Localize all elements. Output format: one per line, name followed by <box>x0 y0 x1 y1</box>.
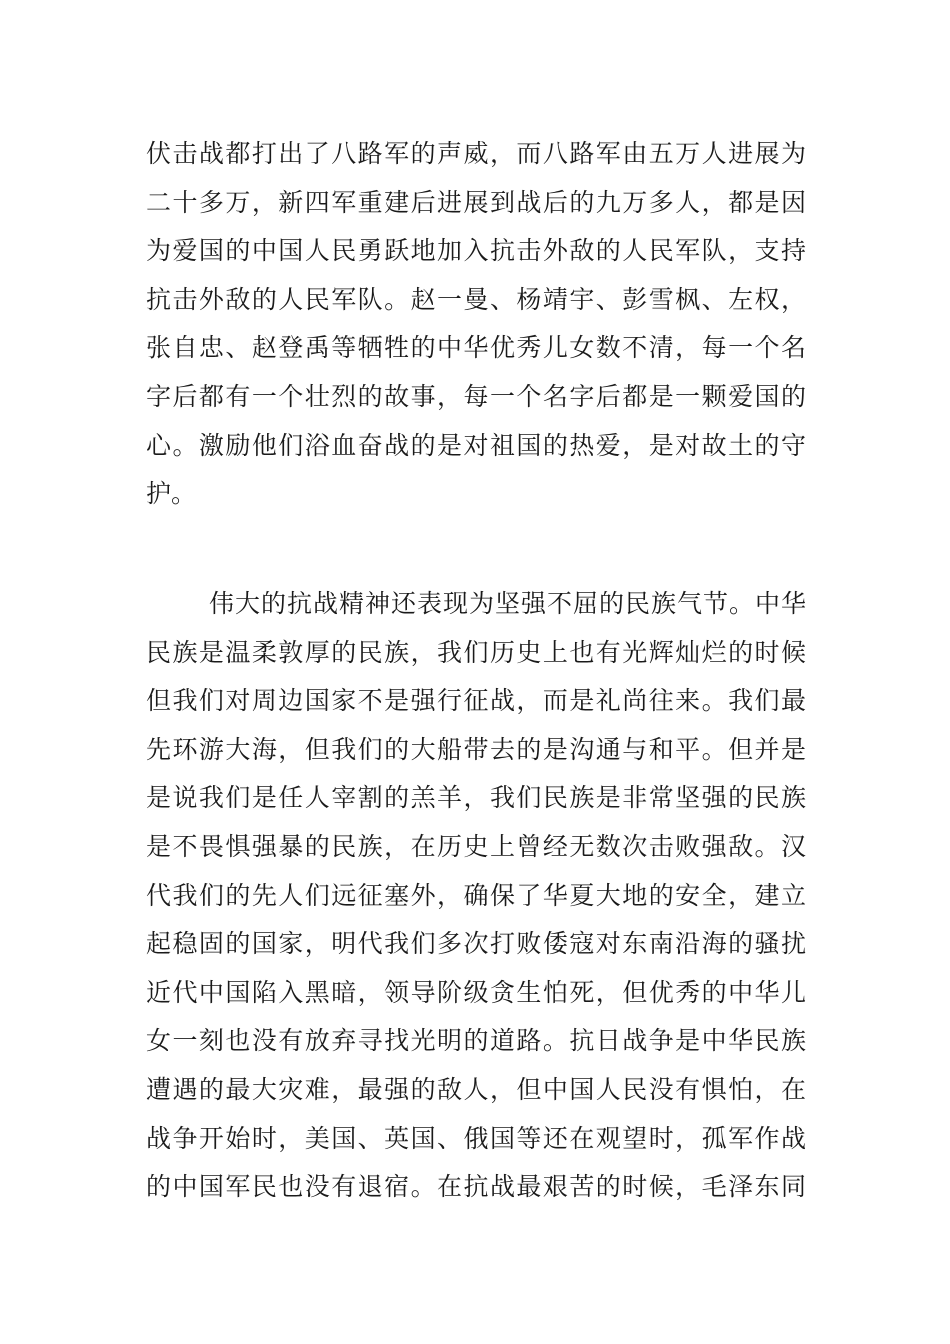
text-line: 起稳固的国家，明代我们多次打败倭寇对东南沿海的骚扰 <box>146 929 806 959</box>
text-line: 二十多万，新四军重建后进展到战后的九万多人，都是因 <box>146 187 806 217</box>
text-line: 遭遇的最大灾难，最强的敌人，但中国人民没有惧怕，在 <box>146 1074 806 1104</box>
text-line: 代我们的先人们远征塞外，确保了华夏大地的安全，建立 <box>146 880 806 910</box>
text-line: 先环游大海，但我们的大船带去的是沟通与和平。但并是 <box>146 734 806 764</box>
text-line: 是不畏惧强暴的民族，在历史上曾经无数次击败强敌。汉 <box>146 831 806 861</box>
paragraph-2 <box>146 580 806 1212</box>
text-line: 张自忠、赵登禹等牺牲的中华优秀儿女数不清，每一个名 <box>146 333 806 363</box>
text-line: 民族是温柔敦厚的民族，我们历史上也有光辉灿烂的时候 <box>146 637 806 667</box>
text-line: 护。 <box>146 479 197 509</box>
paragraph-1 <box>146 130 806 519</box>
text-line: 伟大的抗战精神还表现为坚强不屈的民族气节。中华 <box>209 589 806 618</box>
text-line: 但我们对周边国家不是强行征战，而是礼尚往来。我们最 <box>146 686 806 716</box>
text-line: 字后都有一个壮烈的故事，每一个名字后都是一颗爱国的 <box>146 381 806 411</box>
text-line: 女一刻也没有放弃寻找光明的道路。抗日战争是中华民族 <box>146 1026 806 1056</box>
text-line: 战争开始时，美国、英国、俄国等还在观望时，孤军作战 <box>146 1123 806 1153</box>
text-line: 伏击战都打出了八路军的声威，而八路军由五万人进展为 <box>146 139 806 168</box>
text-line: 的中国军民也没有退宿。在抗战最艰苦的时候，毛泽东同 <box>146 1172 806 1202</box>
text-line: 为爱国的中国人民勇跃地加入抗击外敌的人民军队，支持 <box>146 236 806 266</box>
text-line: 是说我们是任人宰割的羔羊，我们民族是非常坚强的民族 <box>146 783 806 813</box>
text-line: 抗击外敌的人民军队。赵一曼、杨靖宇、彭雪枫、左权， <box>146 284 806 314</box>
text-line: 心。激励他们浴血奋战的是对祖国的热爱，是对故土的守 <box>146 430 806 460</box>
text-line: 近代中国陷入黑暗，领导阶级贪生怕死，但优秀的中华儿 <box>146 977 806 1007</box>
